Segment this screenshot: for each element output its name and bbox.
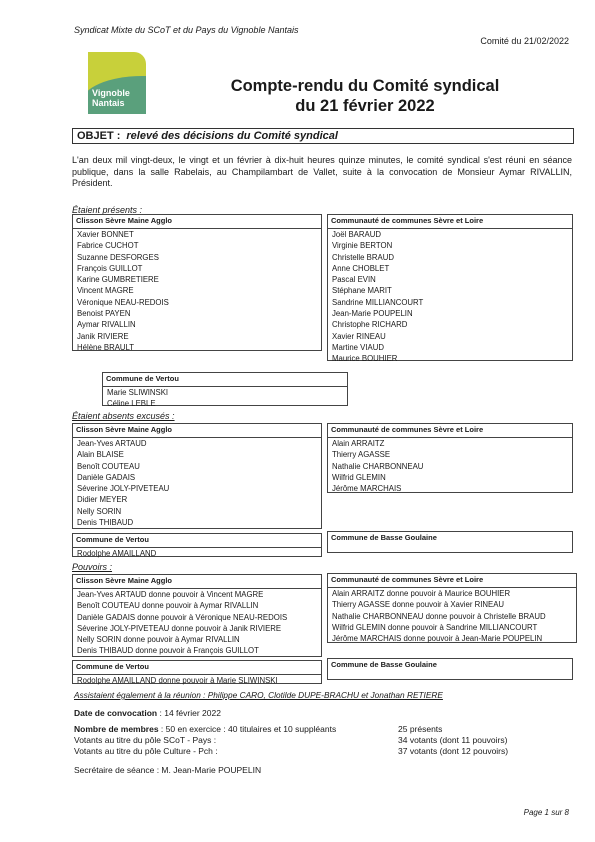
member-list	[73, 548, 321, 559]
box-header: Commune de Basse Goulaine	[331, 660, 437, 669]
member-row: Wilfrid GLEMIN	[332, 472, 386, 482]
member-list	[73, 438, 321, 528]
member-row: Thierry AGASSE	[332, 450, 391, 460]
objet-value: relevé des décisions du Comité syndical	[126, 130, 338, 142]
box-header: Commune de Basse Goulaine	[331, 533, 437, 542]
member-row: Fabrice CUCHOT	[77, 241, 139, 251]
member-row: Christelle BRAUD	[332, 252, 394, 262]
organization-name: Syndicat Mixte du SCoT et du Pays du Vignoble Nantais	[74, 25, 299, 35]
members-results	[398, 724, 508, 757]
intro-paragraph: L'an deux mil vingt-deux, le vingt et un février à dix-huit heures quinze minutes, le comité syndical s'est réuni en séance publique, dans la salle Rabelais, au Champilambart de Vallet, suite à la convocation de Monsieur Aymar RIVALLIN, Président.	[72, 155, 572, 188]
votants-scot-count: 34 votants (dont 11 pouvoirs)	[398, 735, 508, 745]
member-row: Jérôme MARCHAIS	[332, 484, 402, 494]
member-row: Joël BARAUD	[332, 230, 381, 239]
member-row: Benoît COUTEAU donne pouvoir à Aymar RIVALLIN	[77, 601, 259, 611]
convocation-date: Date de convocation : 14 février 2022	[74, 708, 221, 718]
member-row: Danièle GADAIS donne pouvoir à Véronique NEAU-REDOIS	[77, 612, 288, 622]
page-subtitle: du 21 février 2022	[295, 97, 435, 115]
member-row: Rodolphe AMAILLAND donne pouvoir à Marie SLIWINSKI	[77, 676, 278, 685]
member-row: Sandrine MILLIANCOURT	[332, 297, 424, 307]
member-row: Nelly SORIN	[77, 506, 122, 516]
member-list	[73, 229, 321, 353]
member-row: Maurice BOUHIER	[332, 354, 398, 364]
box-header: Clisson Sèvre Maine Agglo	[73, 575, 321, 589]
member-row: Marie SLIWINSKI	[107, 388, 169, 397]
member-row: Karine GUMBRETIERE	[77, 275, 159, 285]
member-row: Christophe RICHARD	[332, 320, 408, 330]
box-header: Communauté de communes Sèvre et Loire	[328, 424, 572, 438]
member-list	[103, 387, 347, 410]
member-row: Suzanne DESFORGES	[77, 252, 159, 262]
member-row: Vincent MAGRE	[77, 286, 134, 296]
objet-label: OBJET :	[77, 130, 121, 142]
member-row: Véronique NEAU-REDOIS	[77, 297, 169, 307]
pouvoirs-clisson-box	[72, 574, 322, 657]
member-list	[328, 229, 572, 365]
member-row: Alain ARRAITZ donne pouvoir à Maurice BOUHIER	[332, 589, 511, 598]
member-row: Denis THIBAUD donne pouvoir à François GUILLOT	[77, 646, 259, 656]
member-row: Benoist PAYEN	[77, 309, 131, 319]
member-row: Pascal EVIN	[332, 275, 376, 285]
voters-scot-line: Votants au titre du pôle SCoT - Pays :	[74, 735, 217, 745]
pouvoirs-basse-goulaine-box	[327, 658, 573, 680]
member-row: Nathalie CHARBONNEAU	[332, 461, 424, 471]
box-header: Communauté de communes Sèvre et Loire	[328, 574, 576, 588]
objet-box	[72, 128, 574, 144]
members-block	[74, 724, 336, 757]
presents-heading: Étaient présents :	[72, 205, 143, 215]
absents-heading: Étaient absents excusés :	[72, 411, 175, 421]
member-row: Alain ARRAITZ	[332, 439, 385, 448]
absents-vertou-box	[72, 533, 322, 557]
member-row: Stéphane MARIT	[332, 286, 392, 296]
logo-text: Vignoble Nantais	[92, 88, 130, 108]
member-row: Janik RIVIERE	[77, 331, 129, 341]
member-row: Thierry AGASSE donne pouvoir à Xavier RINEAU	[332, 600, 505, 610]
box-header: Commune de Vertou	[73, 534, 321, 548]
member-row: Alain BLAISE	[77, 450, 124, 460]
box-header: Commune de Vertou	[103, 373, 347, 387]
secretaire-line: Secrétaire de séance : M. Jean-Marie POUPELIN	[74, 765, 262, 775]
member-row: Jean-Marie POUPELIN	[332, 309, 413, 319]
voters-culture-line: Votants au titre du pôle Culture - Pch :	[74, 746, 218, 756]
member-row: Jérôme MARCHAIS donne pouvoir à Jean-Marie POUPELIN	[332, 634, 543, 644]
box-header: Commune de Vertou	[73, 661, 321, 675]
page-number: Page 1 sur 8	[523, 808, 569, 817]
member-row: Séverine JOLY-PIVETEAU	[77, 484, 170, 494]
member-row: Denis THIBAUD	[77, 518, 134, 528]
presents-count: 25 présents	[398, 724, 443, 734]
absents-sevre-loire-box	[327, 423, 573, 493]
also-present-line: Assistaient également à la réunion : Philippe CARO, Clotilde DUPE-BRACHU et Jonathan RETIERE	[74, 690, 443, 700]
pouvoirs-vertou-box	[72, 660, 322, 684]
page-title: Compte-rendu du Comité syndical	[230, 77, 500, 95]
absents-clisson-box	[72, 423, 322, 529]
member-row: Virginie BERTON	[332, 241, 393, 251]
member-row: Nelly SORIN donne pouvoir à Aymar RIVALLIN	[77, 635, 240, 645]
presents-sevre-loire-box	[327, 214, 573, 364]
absents-basse-goulaine-box	[327, 531, 573, 553]
pouvoirs-heading: Pouvoirs :	[72, 562, 113, 572]
box-header: Clisson Sèvre Maine Agglo	[73, 215, 321, 229]
member-row: Nathalie CHARBONNEAU donne pouvoir à Christelle BRAUD	[332, 611, 546, 621]
votants-culture-count: 37 votants (dont 12 pouvoirs)	[398, 746, 509, 756]
member-row: Jean-Yves ARTAUD donne pouvoir à Vincent MAGRE	[77, 590, 264, 599]
committee-date: Comité du 21/02/2022	[480, 36, 569, 46]
presents-vertou-box	[102, 372, 348, 409]
member-row: Céline LEBLE	[107, 399, 156, 409]
box-header: Communauté de communes Sèvre et Loire	[328, 215, 572, 229]
member-row: Benoît COUTEAU	[77, 461, 140, 471]
vignoble-nantais-logo	[88, 52, 146, 114]
member-row: Séverine JOLY-PIVETEAU donne pouvoir à Janik RIVIERE	[77, 623, 282, 633]
member-row: Aymar RIVALLIN	[77, 320, 136, 330]
member-row: Xavier BONNET	[77, 230, 134, 239]
pouvoirs-sevre-loire-box	[327, 573, 577, 643]
members-count: Nombre de membres : 50 en exercice : 40 titulaires et 10 suppléants	[74, 724, 337, 734]
member-row: Didier MEYER	[77, 495, 128, 505]
member-list	[328, 438, 572, 494]
power-list	[73, 589, 321, 657]
member-row: François GUILLOT	[77, 263, 143, 273]
member-row: Wilfrid GLEMIN donne pouvoir à Sandrine MILLIANCOURT	[332, 622, 538, 632]
member-row: Anne CHOBLET	[332, 263, 390, 273]
presents-clisson-box	[72, 214, 322, 351]
power-list	[73, 675, 321, 686]
member-row: Rodolphe AMAILLAND	[77, 549, 157, 558]
member-row: Xavier RINEAU	[332, 331, 386, 341]
box-header: Clisson Sèvre Maine Agglo	[73, 424, 321, 438]
member-row: Hélène BRAULT	[77, 342, 135, 352]
power-list	[328, 588, 576, 644]
member-row: Jean-Yves ARTAUD	[77, 439, 147, 448]
member-row: Danièle GADAIS	[77, 472, 136, 482]
member-row: Martine VIAUD	[332, 342, 384, 352]
